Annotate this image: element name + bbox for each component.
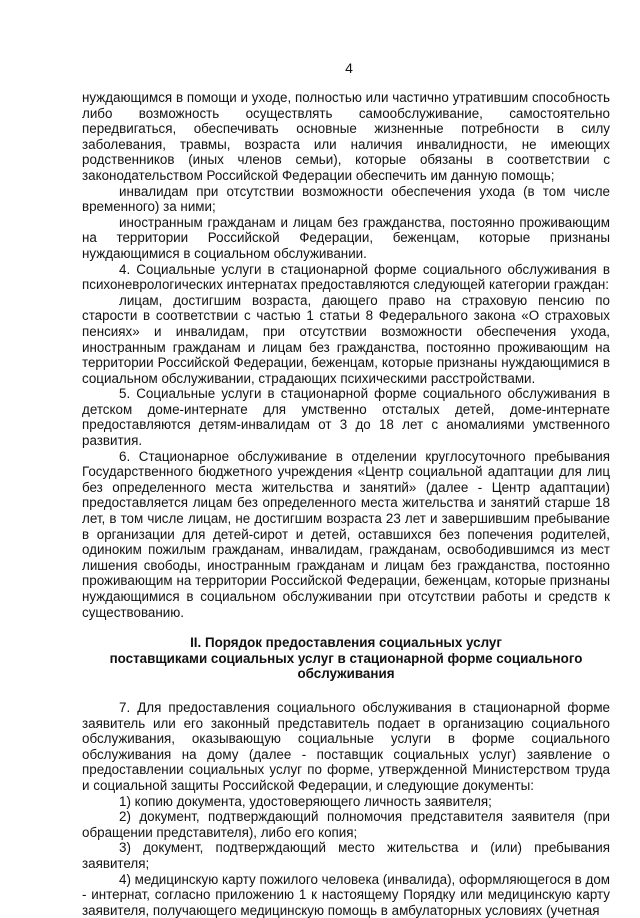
paragraph: 4. Социальные услуги в стационарной форме социального обслуживания в психоневрологических интернатах предоставляются следующей категории граждан: — [82, 262, 610, 293]
section-title-line: поставщиками социальных услуг в стационарной форме социального — [82, 651, 610, 667]
paragraph: 6. Стационарное обслуживание в отделении круглосуточного пребывания Государственного бюджетного учреждения «Центр социальной адаптации для лиц без определенного места жительства и занятий» (далее - Центр адаптации) предоставляется лицам без определенного места жительства и занятий старше 18 лет, в том числе лицам, не достигшим возраста 23 лет и завершившим пребывание в организации для детей-сирот и детей, оставшихся без попечения родителей, одиноким пожилым гражданам, инвалидам, гражданам, освободившимся из мест лишения свободы, иностранным гражданам и лицам без гражданства, постоянно проживающим на территории Российской Федерации, беженцам, которые признаны нуждающимися в социальном обслуживании при отсутствии работы и средств к существованию. — [82, 449, 610, 621]
body-before-section — [82, 90, 610, 620]
paragraph: нуждающимся в помощи и уходе, полностью или частично утратившим способность либо возможность осуществлять самообслуживание, самостоятельно передвигаться, обеспечивать основные жизненные потребности в силу заболевания, травмы, возраста или наличия инвалидности, не имеющих родственников (иных членов семьи), которые обязаны в соответствии с законодательством Российской Федерации обеспечить им данную помощь; — [82, 90, 610, 184]
paragraph: иностранным гражданам и лицам без гражданства, постоянно проживающим на территории Российской Федерации, беженцам, которые признаны нуждающимися в социальном обслуживании. — [82, 215, 610, 262]
paragraph: 5. Социальные услуги в стационарной форме социального обслуживания в детском доме-интернате для умственно отсталых детей, доме-интернате предоставляются детям-инвалидам от 3 до 18 лет с аномалиями умственного развития. — [82, 386, 610, 448]
section-title-line: обслуживания — [82, 666, 610, 682]
section-title — [82, 635, 610, 682]
list-item: 2) документ, подтверждающий полномочия представителя заявителя (при обращении представителя), либо его копия; — [82, 809, 610, 840]
paragraph: 7. Для предоставления социального обслуживания в стационарной форме заявитель или его законный представитель подает в организацию социального обслуживания, оказывающую социальные услуги в форме социального обслуживания на дому (далее - поставщик социальных услуг) заявление о предоставлении социальных услуг по форме, утвержденной Министерством труда и социальной защиты Российской Федерации, и следующие документы: — [82, 700, 610, 794]
section-title-line: II. Порядок предоставления социальных услуг — [82, 635, 610, 651]
list-item: 1) копию документа, удостоверяющего личность заявителя; — [82, 794, 610, 810]
list-item: 3) документ, подтверждающий место жительства и (или) пребывания заявителя; — [82, 840, 610, 871]
paragraph: инвалидам при отсутствии возможности обеспечения ухода (в том числе временного) за ними; — [82, 184, 610, 215]
page-number: 4 — [82, 60, 610, 76]
list-item: 4) медицинскую карту пожилого человека (инвалида), оформляющегося в дом - интернат, согласно приложению 1 к настоящему Порядку или медицинскую карту заявителя, получающего медицинскую помощь в амбулаторных условиях (учетная — [82, 872, 610, 918]
body-after-section — [82, 700, 610, 918]
paragraph: лицам, достигшим возраста, дающего право на страховую пенсию по старости в соответствии с частью 1 статьи 8 Федерального закона «О страховых пенсиях» и инвалидам, при отсутствии возможности обеспечения ухода, иностранным гражданам и лицам без гражданства, постоянно проживающим на территории Российской Федерации, беженцам, которые признаны нуждающимися в социальном обслуживании, страдающих психическими расстройствами. — [82, 293, 610, 387]
